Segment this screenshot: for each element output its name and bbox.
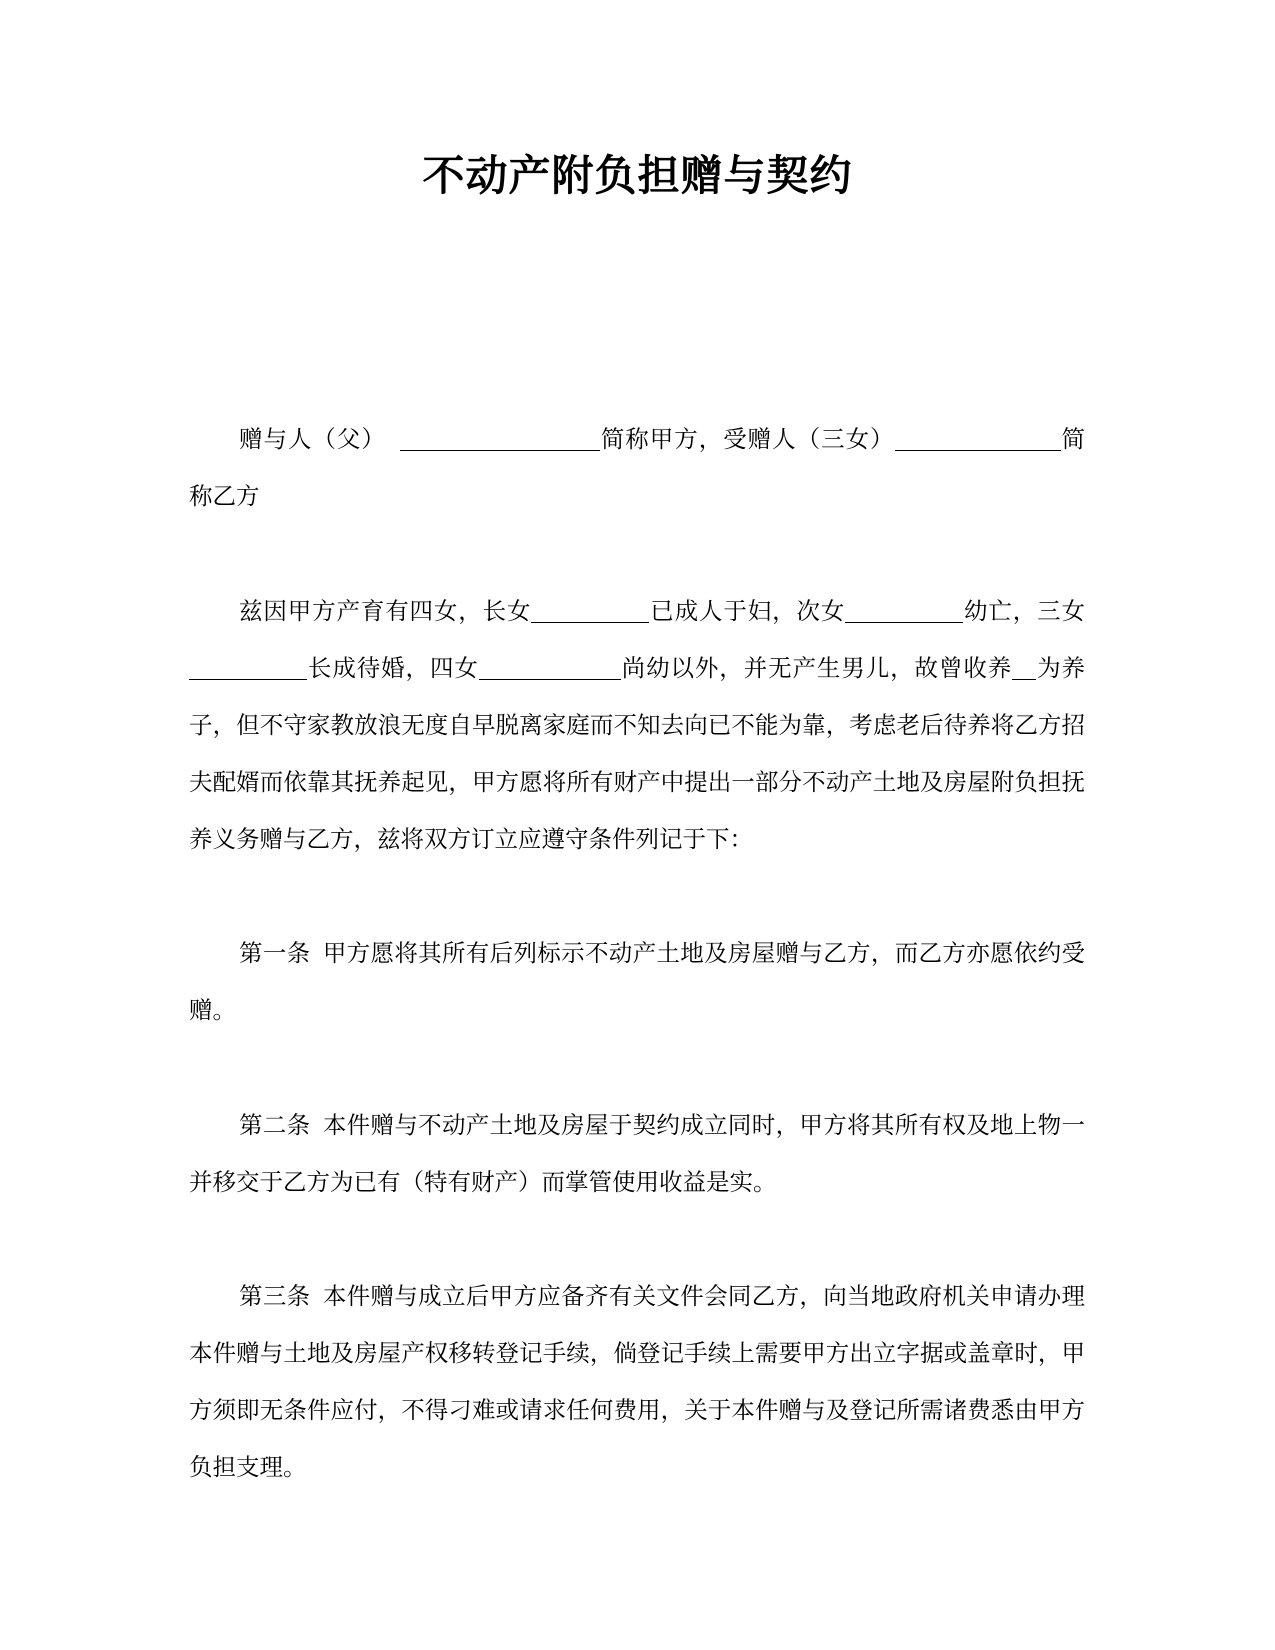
article-2-text: 本件赠与不动产土地及房屋于契约成立同时，甲方将其所有权及地上物一并移交于乙方为已有（特有财产）而掌管使用收益是实。 (189, 1111, 1086, 1196)
donor-name-blank (400, 426, 600, 452)
recital-text-6: 为养子，但不守家教放浪无度自早脱离家庭而不知去向已不能为靠，考虑老后待养将乙方招夫配婿而依靠其抚养起见，甲方愿将所有财产中提出一部分不动产土地及房屋附负担抚养义务赠与乙方，兹将双方订立应遵守条件列记于下： (189, 654, 1086, 853)
article-1-text: 甲方愿将其所有后列标示不动产土地及房屋赠与乙方，而乙方亦愿依约受赠。 (189, 939, 1086, 1024)
donee-short-label: 简称乙方 (189, 425, 1086, 510)
article-1-heading: 第一条 (239, 939, 311, 967)
donee-label: 简称甲方，受赠人（三女） (599, 425, 895, 453)
eldest-daughter-blank (531, 598, 649, 624)
recital-text-2: 已成人于妇，次女 (649, 597, 846, 625)
article-3-heading: 第三条 (239, 1282, 311, 1310)
recital-text-1: 兹因甲方产育有四女，长女 (239, 597, 532, 625)
donor-label: 赠与人（父） (239, 425, 386, 453)
recital-text-3: 幼亡，三女 (963, 597, 1086, 625)
donee-name-blank (895, 426, 1061, 452)
article-1 (189, 925, 1085, 1039)
recital-text-4: 长成待婚，四女 (307, 654, 479, 682)
article-2 (189, 1097, 1085, 1211)
third-daughter-blank (189, 655, 307, 681)
document-title: 不动产附负担赠与契约 (422, 151, 853, 200)
article-3-text: 本件赠与成立后甲方应备齐有关文件会同乙方，向当地政府机关申请办理本件赠与土地及房屋产权移转登记手续，倘登记手续上需要甲方出立字据或盖章时，甲方须即无条件应付，不得刁难或请求任何费用，关于本件赠与及登记所需诸费悉由甲方负担支理。 (189, 1282, 1086, 1481)
recital-text-5: 尚幼以外，并无产生男儿，故曾收养 (620, 654, 1013, 682)
recital-paragraph (189, 583, 1085, 868)
adopted-son-blank (1012, 655, 1036, 681)
second-daughter-blank (845, 598, 963, 624)
article-2-heading: 第二条 (239, 1111, 311, 1139)
article-3 (189, 1268, 1085, 1496)
fourth-daughter-blank (479, 655, 621, 681)
parties-paragraph (189, 411, 1085, 525)
